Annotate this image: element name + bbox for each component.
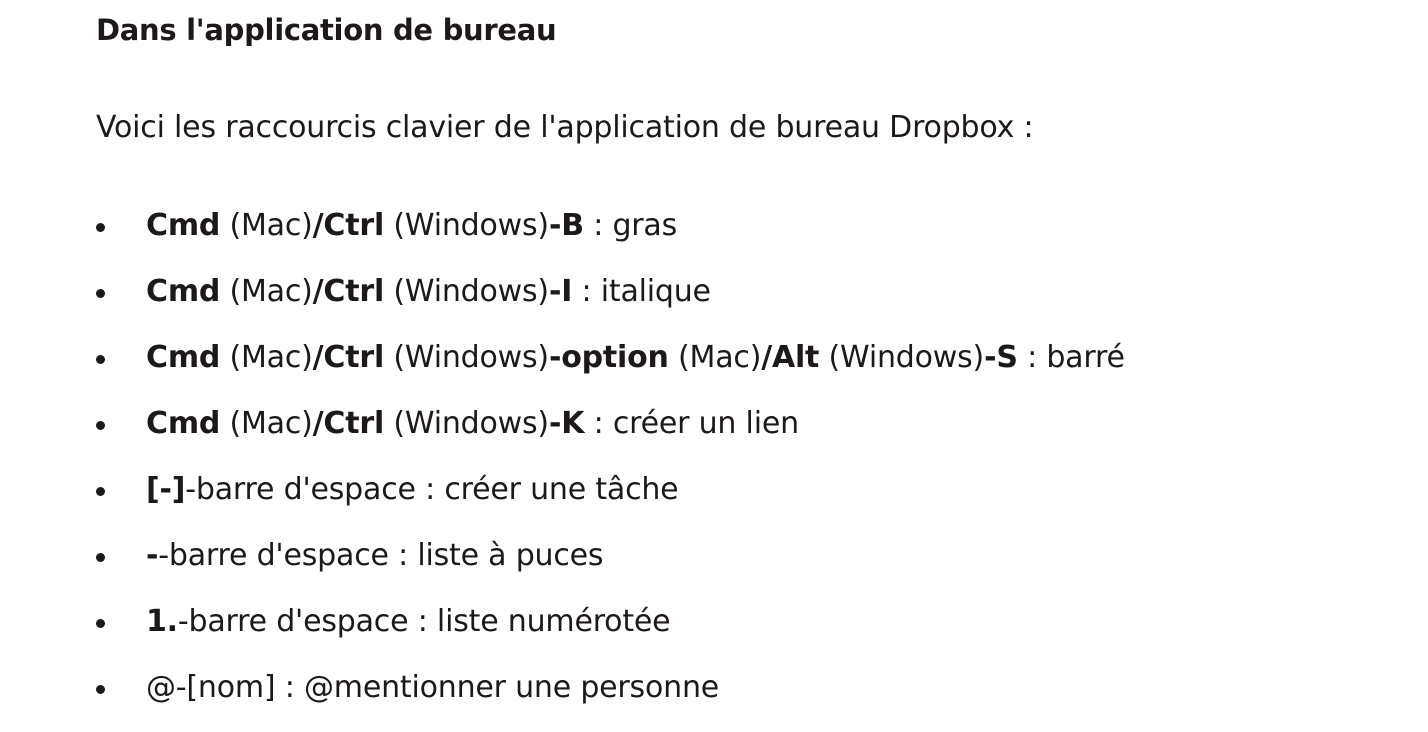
bullet-icon <box>96 289 105 298</box>
shortcut-key: 1. <box>146 604 178 639</box>
shortcut-key: -B <box>548 208 584 243</box>
bullet-icon <box>96 223 105 232</box>
shortcut-key: /Ctrl <box>312 340 385 375</box>
intro-paragraph: Voici les raccourcis clavier de l'application de bureau Dropbox : <box>96 110 1034 145</box>
shortcut-item <box>96 666 1125 732</box>
shortcut-key: /Ctrl <box>312 274 385 309</box>
shortcut-key: [-] <box>146 472 186 507</box>
shortcut-item <box>96 402 1125 468</box>
shortcut-text: (Windows) <box>384 274 549 309</box>
shortcut-text: (Windows) <box>384 340 549 375</box>
shortcut-text: : italique <box>572 274 711 309</box>
shortcut-text: : créer un lien <box>584 406 799 441</box>
shortcut-item <box>96 468 1125 534</box>
shortcut-text: -barre d'espace : créer une tâche <box>185 472 679 507</box>
shortcut-text: (Mac) <box>220 406 313 441</box>
bullet-icon <box>96 487 105 496</box>
section-heading: Dans l'application de bureau <box>96 13 557 47</box>
shortcut-key: -option <box>548 340 669 375</box>
shortcut-item <box>96 204 1125 270</box>
shortcut-key: Cmd <box>146 274 221 309</box>
bullet-icon <box>96 421 105 430</box>
shortcut-text: (Windows) <box>384 406 549 441</box>
shortcut-key: Cmd <box>146 340 221 375</box>
shortcut-key: Cmd <box>146 406 221 441</box>
shortcut-key: -I <box>548 274 573 309</box>
shortcut-key: -S <box>984 340 1018 375</box>
bullet-icon <box>96 355 105 364</box>
shortcut-text: -barre d'espace : liste à puces <box>158 538 604 573</box>
shortcut-key: - <box>146 538 159 573</box>
shortcut-text: : gras <box>583 208 678 243</box>
shortcut-item <box>96 336 1125 402</box>
bullet-icon <box>96 553 105 562</box>
shortcut-key: -K <box>548 406 585 441</box>
shortcut-text: -barre d'espace : liste numérotée <box>177 604 671 639</box>
shortcut-list <box>96 204 1125 732</box>
bullet-icon <box>96 685 105 694</box>
shortcut-item <box>96 270 1125 336</box>
shortcut-text: (Mac) <box>220 208 313 243</box>
shortcut-key: /Alt <box>761 340 820 375</box>
shortcut-text: (Mac) <box>220 274 313 309</box>
shortcut-text: @-[nom] : @mentionner une personne <box>146 670 720 705</box>
shortcut-key: /Ctrl <box>312 208 385 243</box>
shortcut-text: (Mac) <box>220 340 313 375</box>
shortcut-text: (Mac) <box>668 340 762 375</box>
shortcut-text: : barré <box>1017 340 1125 375</box>
shortcut-text: (Windows) <box>819 340 985 375</box>
shortcut-item <box>96 600 1125 666</box>
shortcut-text: (Windows) <box>384 208 549 243</box>
shortcut-key: /Ctrl <box>312 406 385 441</box>
shortcut-item <box>96 534 1125 600</box>
shortcut-key: Cmd <box>146 208 221 243</box>
bullet-icon <box>96 619 105 628</box>
